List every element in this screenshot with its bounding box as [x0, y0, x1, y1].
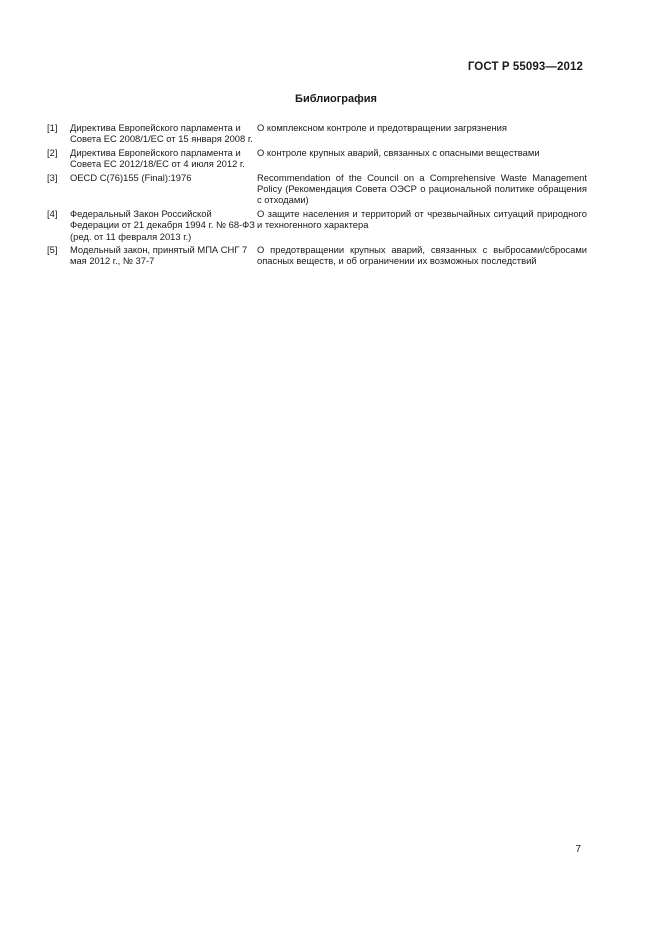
entry-document: Директива Европейского парламента и Совета ЕС 2012/18/ЕС от 4 июля 2012 г. [70, 146, 245, 170]
entry-number: [5] [47, 244, 58, 256]
bibliography-entry [47, 122, 587, 145]
entry-document: Директива Европейского парламента и Совета ЕС 2008/1/ЕС от 15 января 2008 г. [70, 122, 253, 145]
entry-number: [2] [47, 146, 58, 158]
standard-designation: ГОСТ Р 55093—2012 [467, 61, 583, 73]
section-title-text: Библиография [295, 93, 377, 105]
section-title [0, 93, 661, 105]
entry-description: Recommendation of the Council on a Comprehensive Waste Management Policy (Рекомендация Совета ОЭСР о рациональной политике обращения с отходами) [257, 171, 587, 206]
page-number: 7 [575, 844, 581, 855]
bibliography-entry [47, 244, 587, 267]
bibliography-entry [47, 172, 587, 206]
entry-number: [3] [47, 171, 58, 183]
entry-document: Модельный закон, принятый МПА СНГ 7 мая 2012 г., № 37-7 [70, 244, 248, 267]
entry-number: [1] [47, 122, 58, 133]
entry-document: Федеральный Закон Российской Федерации от 21 декабря 1994 г. № 68-ФЗ (ред. от 11 февраля 2013 г.) [70, 207, 255, 242]
entry-number: [4] [47, 207, 58, 219]
entry-description: О предотвращении крупных аварий, связанных с выбросами/сбросами опасных веществ, и об ограничении их возможных последствий [257, 244, 587, 267]
entry-description: О комплексном контроле и предотвращении загрязнения [257, 122, 507, 133]
bibliography-list [47, 122, 587, 269]
entry-description: О контроле крупных аварий, связанных с опасными веществами [257, 146, 540, 158]
entry-description: О защите населения и территорий от чрезвычайных ситуаций природного и техногенного характера [257, 207, 587, 231]
bibliography-entry [47, 208, 587, 242]
entry-document: OECD C(76)155 (Final):1976 [70, 171, 192, 183]
bibliography-entry [47, 147, 587, 170]
